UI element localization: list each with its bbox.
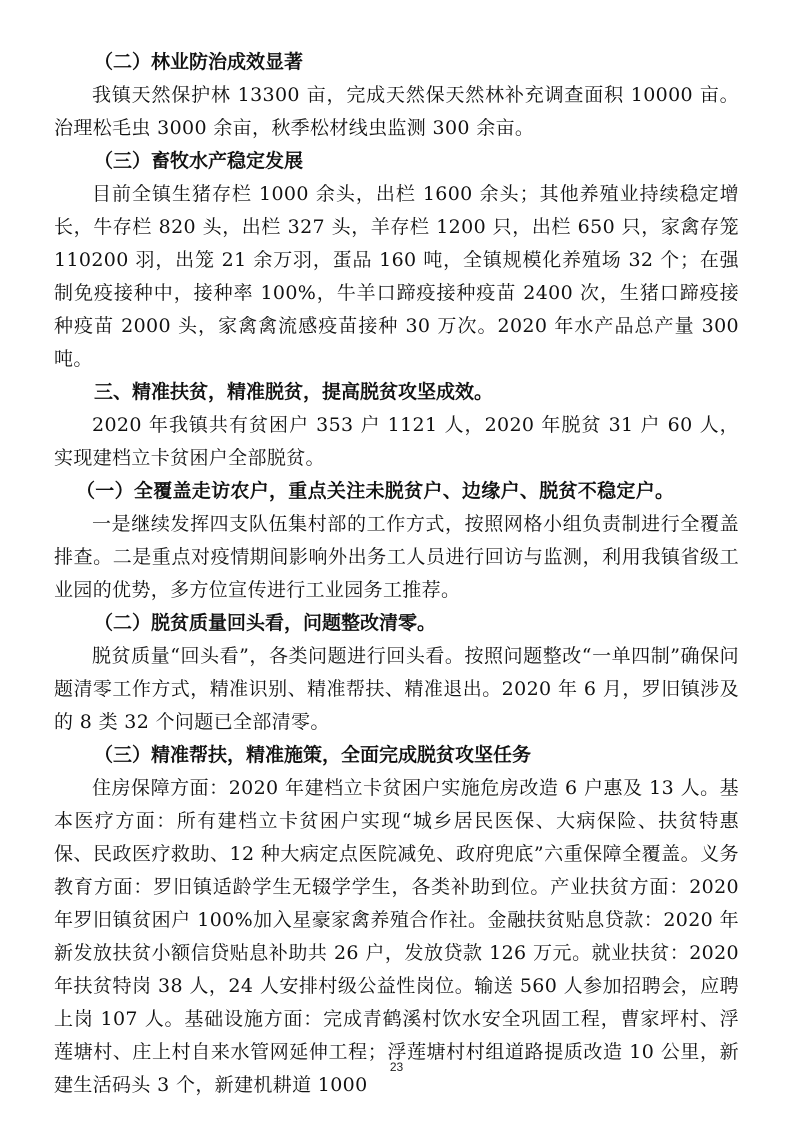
section-heading: （三）精准帮扶，精准施策，全面完成脱贫攻坚任务 bbox=[94, 744, 532, 766]
body-paragraph: 我镇天然保护林 13300 亩，完成天然保天然林补充调查面积 10000 亩。治理松毛虫 3000 余亩，秋季松材线虫监测 300 余亩。 bbox=[54, 84, 739, 139]
body-paragraph: 2020 年我镇共有贫困户 353 户 1121 人，2020 年脱贫 31 户 60 人，实现建档立卡贫困户全部脱贫。 bbox=[54, 414, 739, 469]
body-paragraph: 目前全镇生猪存栏 1000 余头，出栏 1600 余头；其他养殖业持续稳定增长，牛存栏 820 头，出栏 327 头，羊存栏 1200 只，出栏 650 只，家禽存笼 110200 羽，出笼 21 余万羽，蛋品 160 吨，全镇规模化养殖场 32 个；在强制免疫接种中，接种率 100%，牛羊口蹄疫接种疫苗 2400 次，生猪口蹄疫接种疫苗 2000 头，家禽禽流感疫苗接种 30 万次。2020 年水产品总产量 300 吨。 bbox=[54, 183, 739, 370]
document-body bbox=[54, 46, 739, 1102]
body-paragraph: 一是继续发挥四支队伍集村部的工作方式，按照网格小组负责制进行全覆盖排查。二是重点对疫情期间影响外出务工人员进行回访与监测，利用我镇省级工业园的优势，多方位宣传进行工业园务工推荐。 bbox=[54, 513, 739, 601]
body-paragraph: 住房保障方面：2020 年建档立卡贫困户实施危房改造 6 户惠及 13 人。基本医疗方面：所有建档立卡贫困户实现“城乡居民医保、大病保险、扶贫特惠保、民政医疗救助、12 种大病定点医院减免、政府兜底”六重保障全覆盖。义务教育方面：罗旧镇适龄学生无辍学学生，各类补助到位。产业扶贫方面：2020 年罗旧镇贫困户 100%加入星豪家禽养殖合作社。金融扶贫贴息贷款：2020 年新发放扶贫小额信贷贴息补助共 26 户，发放贷款 126 万元。就业扶贫：2020 年扶贫特岗 38 人，24 人安排村级公益性岗位。输送 560 人参加招聘会，应聘上岗 107 人。基础设施方面：完成青鹤溪村饮水安全巩固工程，曹家坪村、浮莲塘村、庄上村自来水管网延伸工程；浮莲塘村村组道路提质改造 10 公里，新建生活码头 3 个，新建机耕道 1000 bbox=[54, 777, 739, 1096]
section-heading: （二）脱贫质量回头看，问题整改清零。 bbox=[94, 612, 437, 634]
section-heading: （一）全覆盖走访农户，重点关注未脱贫户、边缘户、脱贫不稳定户。 bbox=[76, 480, 675, 502]
section-heading: （三）畜牧水产稳定发展 bbox=[94, 150, 304, 172]
body-paragraph: 脱贫质量“回头看”，各类问题进行回头看。按照问题整改“一单四制”确保问题清零工作方式，精准识别、精准帮扶、精准退出。2020 年 6 月，罗旧镇涉及的 8 类 32 个问题已全部清零。 bbox=[54, 645, 739, 733]
section-heading: （二）林业防治成效显著 bbox=[94, 51, 304, 73]
section-heading: 三、精准扶贫，精准脱贫，提高脱贫攻坚成效。 bbox=[94, 381, 494, 403]
page-number: 23 bbox=[389, 1060, 404, 1074]
